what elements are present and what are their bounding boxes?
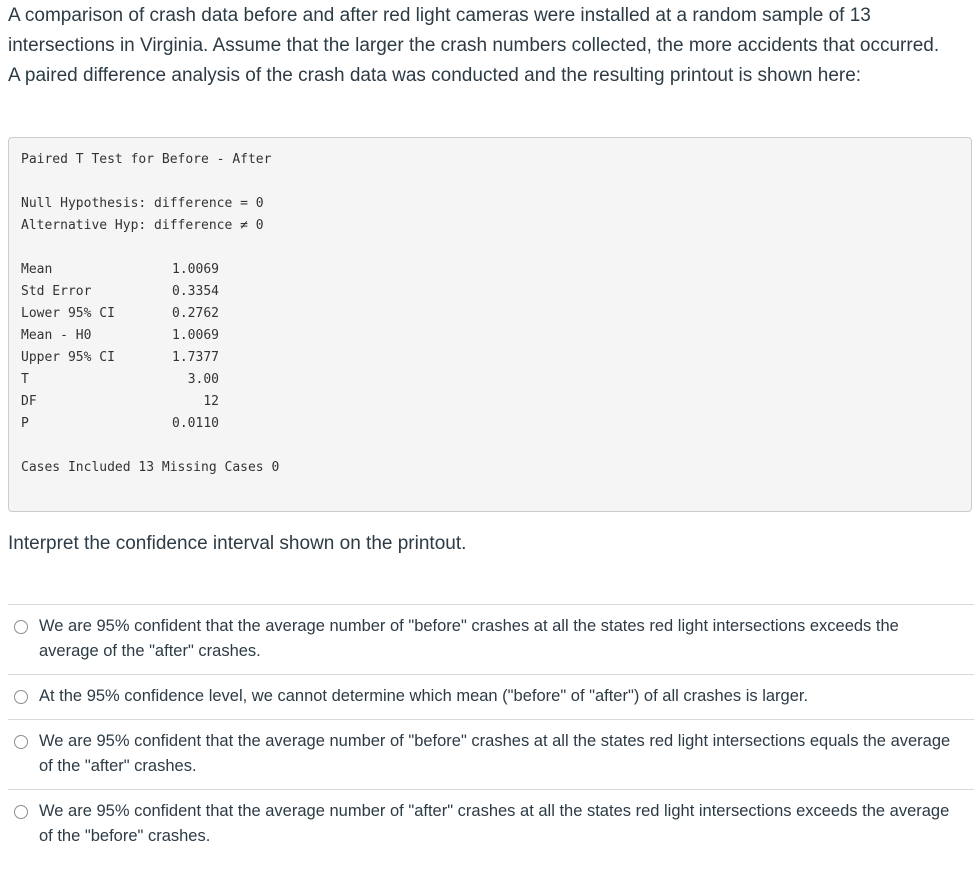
stat-value-df: 12 [203,394,219,409]
stat-label-mean-h0: Mean - H0 [21,328,92,343]
stat-value-mean: 1.0069 [172,262,219,277]
answer-option-4[interactable] [8,789,974,859]
stat-label-mean: Mean [21,262,53,277]
stat-value-upper-ci: 1.7377 [172,350,219,365]
printout-title: Paired T Test for Before - After [21,152,272,167]
answer-option-label: We are 95% confident that the average number of "before" crashes at all the states red light intersections equals the average of the "after" crashes. [39,732,951,775]
answer-option-label: We are 95% confident that the average number of "after" crashes at all the states red light intersections exceeds the average of the "before" crashes. [39,802,950,845]
answer-option-3[interactable] [8,719,974,789]
stat-label-std-error: Std Error [21,284,92,299]
cases-summary: Cases Included 13 Missing Cases 0 [21,460,280,475]
alternative-hypothesis: Alternative Hyp: difference ≠ 0 [21,218,264,233]
null-hypothesis: Null Hypothesis: difference = 0 [21,196,264,211]
stat-value-lower-ci: 0.2762 [172,306,219,321]
answer-option-label: At the 95% confidence level, we cannot determine which mean ("before" of "after") of all crashes is larger. [39,687,809,705]
stat-label-lower-ci: Lower 95% CI [21,306,115,321]
question-text: A comparison of crash data before and after red light cameras were installed at a random sample of 13 intersections in Virginia. Assume that the larger the crash numbers collected, the more accidents that occurred. A paired difference analysis of the crash data was conducted and the resulting printout is shown here: [8,5,940,86]
radio-button-icon[interactable] [14,690,28,704]
answer-option-1[interactable] [8,604,974,674]
stat-value-std-error: 0.3354 [172,284,219,299]
stat-value-mean-h0: 1.0069 [172,328,219,343]
question-prompt: Interpret the confidence interval shown on the printout. [8,533,467,554]
answer-option-2[interactable] [8,674,974,719]
stat-label-p: P [21,416,29,431]
stat-label-upper-ci: Upper 95% CI [21,350,115,365]
radio-button-icon[interactable] [14,620,28,634]
stat-label-t: T [21,372,29,387]
answer-list [8,604,974,859]
stat-value-p: 0.0110 [172,416,219,431]
stat-value-t: 3.00 [187,372,219,387]
radio-button-icon[interactable] [14,805,28,819]
answer-option-label: We are 95% confident that the average number of "before" crashes at all the states red light intersections exceeds the average of the "after" crashes. [39,617,899,660]
printout-box [8,137,972,512]
stat-label-df: DF [21,394,37,409]
radio-button-icon[interactable] [14,735,28,749]
